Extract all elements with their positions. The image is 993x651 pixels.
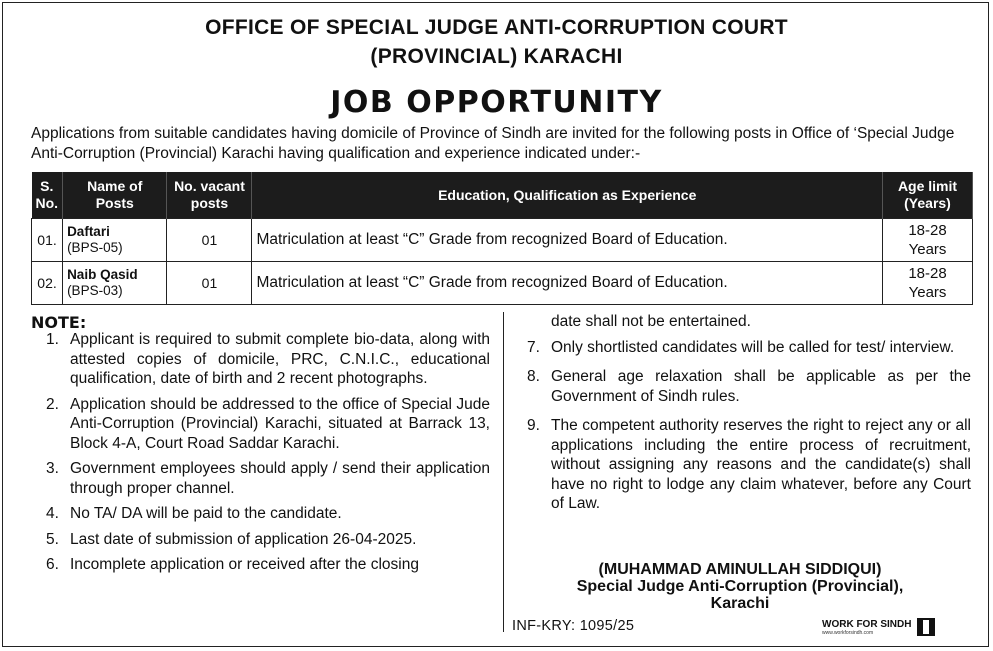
post-scale: (BPS-05) [67,240,123,255]
table-header-row [32,172,973,219]
posts-table [31,172,973,305]
age-range: 18-28 [908,222,947,239]
col-header-vacant [167,172,252,219]
col-header-age [883,172,973,219]
reference-number: INF-KRY: 1095/25 [512,618,635,634]
list-item [46,395,490,454]
col-header-name-line1: Name of [87,178,143,194]
list-item [46,530,490,550]
column-divider [503,312,504,632]
row-age [883,262,973,305]
col-header-sno-line2: No. [35,195,59,211]
list-item-continued [527,312,971,332]
row-post [63,219,167,262]
signatory-name: (MUHAMMAD AMINULLAH SIDDIQUI) [598,561,882,578]
item-text: date shall not be entertained. [551,313,751,330]
item-text: No TA/ DA will be paid to the candidate. [70,505,342,522]
item-text: Application should be addressed to the office of Special Jude Anti-Corruption (Provincial) Karachi, situated at Barrack 13, Block 4-A, Court Road Saddar Karachi. [70,395,490,452]
item-number [527,312,551,332]
row-vacant: 01 [167,262,252,305]
col-header-name [63,172,167,219]
notes-right-column [527,312,971,520]
item-number: 4. [46,505,59,522]
intro-paragraph: Applications from suitable candidates having domicile of Province of Sindh are invited for the following posts in Office of ‘Special Judge Anti-Corruption (Provincial) Karachi having qualification and experience indicated under:- [31,125,955,162]
item-number: 9. [527,417,540,434]
age-unit: Years [908,241,947,258]
table-row [32,262,973,305]
logo-url: www.workforsindh.com [822,629,874,636]
list-item [527,367,971,406]
col-header-sno [32,172,63,219]
item-number: 3. [46,460,59,477]
item-text: General age relaxation shall be applicable as per the Government of Sindh rules. [551,368,971,405]
notes-left-column [46,330,490,581]
qr-code-icon [917,618,935,636]
office-title-line2: (PROVINCIAL) KARACHI [370,45,623,68]
row-vacant: 01 [167,219,252,262]
work-for-sindh-logo [822,616,972,638]
item-text: Applicant is required to submit complete bio-data, along with attested copies of domicile, PRC, C.N.I.C., educational qualification, date of birth and 2 recent photographs. [70,331,490,387]
item-text: Incomplete application or received after the closing [70,556,419,573]
post-name: Naib Qasid [67,267,138,282]
list-item [46,555,490,575]
post-scale: (BPS-03) [67,283,123,298]
col-header-sno-line1: S. [40,178,54,194]
signatory-designation: Special Judge Anti-Corruption (Provincial), [576,578,904,595]
item-text: Only shortlisted candidates will be called for test/ interview. [551,338,955,356]
page-title: JOB OPPORTUNITY [330,85,663,120]
item-text: Government employees should apply / send their application through proper channel. [70,460,490,497]
row-post [63,262,167,305]
row-education: Matriculation at least “C” Grade from recognized Board of Education. [252,219,883,262]
list-item [46,459,490,498]
table-row [32,219,973,262]
list-item [46,504,490,524]
item-number: 5. [46,530,59,548]
item-number: 2. [46,395,59,413]
row-sno: 01. [32,219,63,262]
list-item [527,416,971,514]
item-number: 8. [527,368,540,385]
logo-text-block [822,619,911,636]
item-number: 1. [46,331,59,348]
age-unit: Years [908,284,947,301]
col-header-age-line2: (Years) [904,195,951,211]
col-header-name-line2: Posts [95,195,134,211]
age-range: 18-28 [908,265,947,282]
post-name: Daftari [67,224,110,239]
logo-text: WORK FOR SINDH [822,618,912,630]
row-education: Matriculation at least “C” Grade from recognized Board of Education. [252,262,883,305]
item-number: 6. [46,556,59,573]
item-number: 7. [527,338,540,356]
signatory-city: Karachi [710,595,770,612]
col-header-edu: Education, Qualification as Experience [252,172,883,219]
col-header-vacant-line2: posts [190,195,229,211]
col-header-vacant-line1: No. vacant [174,178,245,194]
office-title-line1: OFFICE OF SPECIAL JUDGE ANTI-CORRUPTION COURT [205,16,788,39]
list-item [527,338,971,358]
row-sno: 02. [32,262,63,305]
item-text: Last date of submission of application 26-04-2025. [70,530,417,548]
col-header-age-line1: Age limit [897,178,958,194]
note-label: NOTE: [31,313,87,332]
list-item [46,330,490,389]
item-text: The competent authority reserves the right to reject any or all applications including the entire process of recruitment, without assigning any reasons and the candidate(s) shall have no right to lodge any claim whatever, before any Court of Law. [551,417,971,512]
row-age [883,219,973,262]
